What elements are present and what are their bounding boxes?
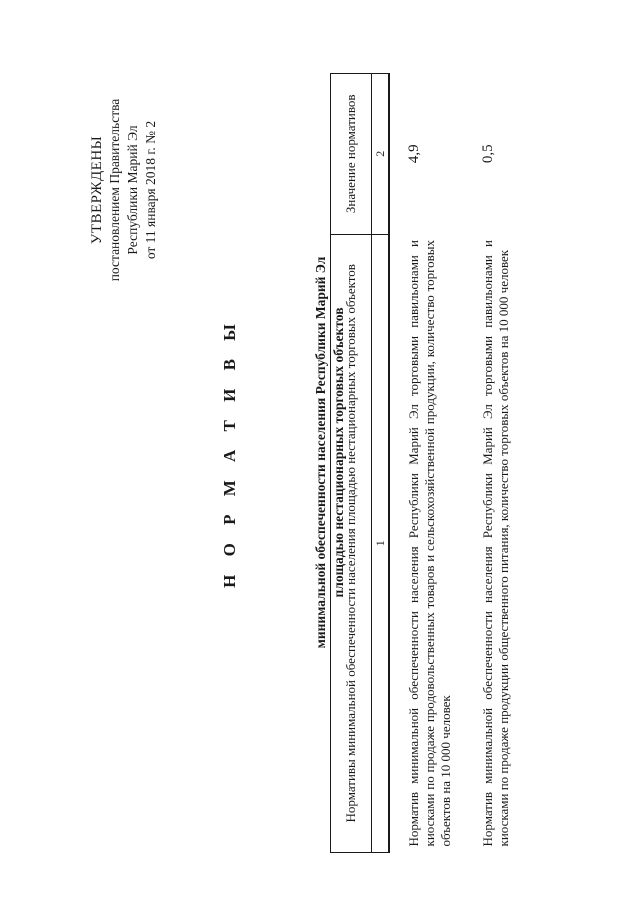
header-cell: Значение нормативов bbox=[331, 74, 372, 235]
norm-value: 0,5 bbox=[480, 144, 496, 164]
title-subtitle: минимальной обеспеченности населения Республики Марий Эл bbox=[313, 256, 328, 649]
approval-line: Республики Марий Эл bbox=[125, 125, 140, 255]
norm-description: Норматив минимальной обеспеченности населения Республики Марий Эл торговыми павильонами и киосками по продаже продукции общественного питания, количество торговых объектов на 10 000 человек bbox=[480, 240, 511, 847]
document-title bbox=[218, 40, 348, 865]
norms-table bbox=[330, 73, 514, 853]
approval-date: от 11 января 2018 г. № 2 bbox=[143, 120, 158, 260]
column-number: 1 bbox=[372, 234, 390, 852]
title-heading: Н О Р М А Т И В Ы bbox=[220, 317, 239, 588]
norm-value: 4,9 bbox=[406, 144, 422, 164]
column-number: 2 bbox=[372, 74, 390, 235]
title-subtitle: площадью нестационарных торговых объектов bbox=[331, 307, 346, 598]
column-number-row bbox=[372, 74, 390, 853]
table-header-row bbox=[331, 74, 372, 853]
norm-description: Норматив минимальной обеспеченности населения Республики Марий Эл торговыми павильонами и киосками по продаже продовольственных товаров и сельскохозяйственной продукции, количество торговых объектов на 10 000 человек bbox=[406, 240, 453, 847]
header-cell: Нормативы минимальной обеспеченности населения площадью нестационарных торговых объектов bbox=[331, 234, 372, 852]
approval-line: постановлением Правительства bbox=[107, 98, 122, 282]
approval-stamp bbox=[88, 70, 160, 310]
approval-heading: УТВЕРЖДЕНЫ bbox=[89, 135, 105, 245]
table-row bbox=[389, 74, 456, 853]
table-row bbox=[464, 74, 514, 853]
